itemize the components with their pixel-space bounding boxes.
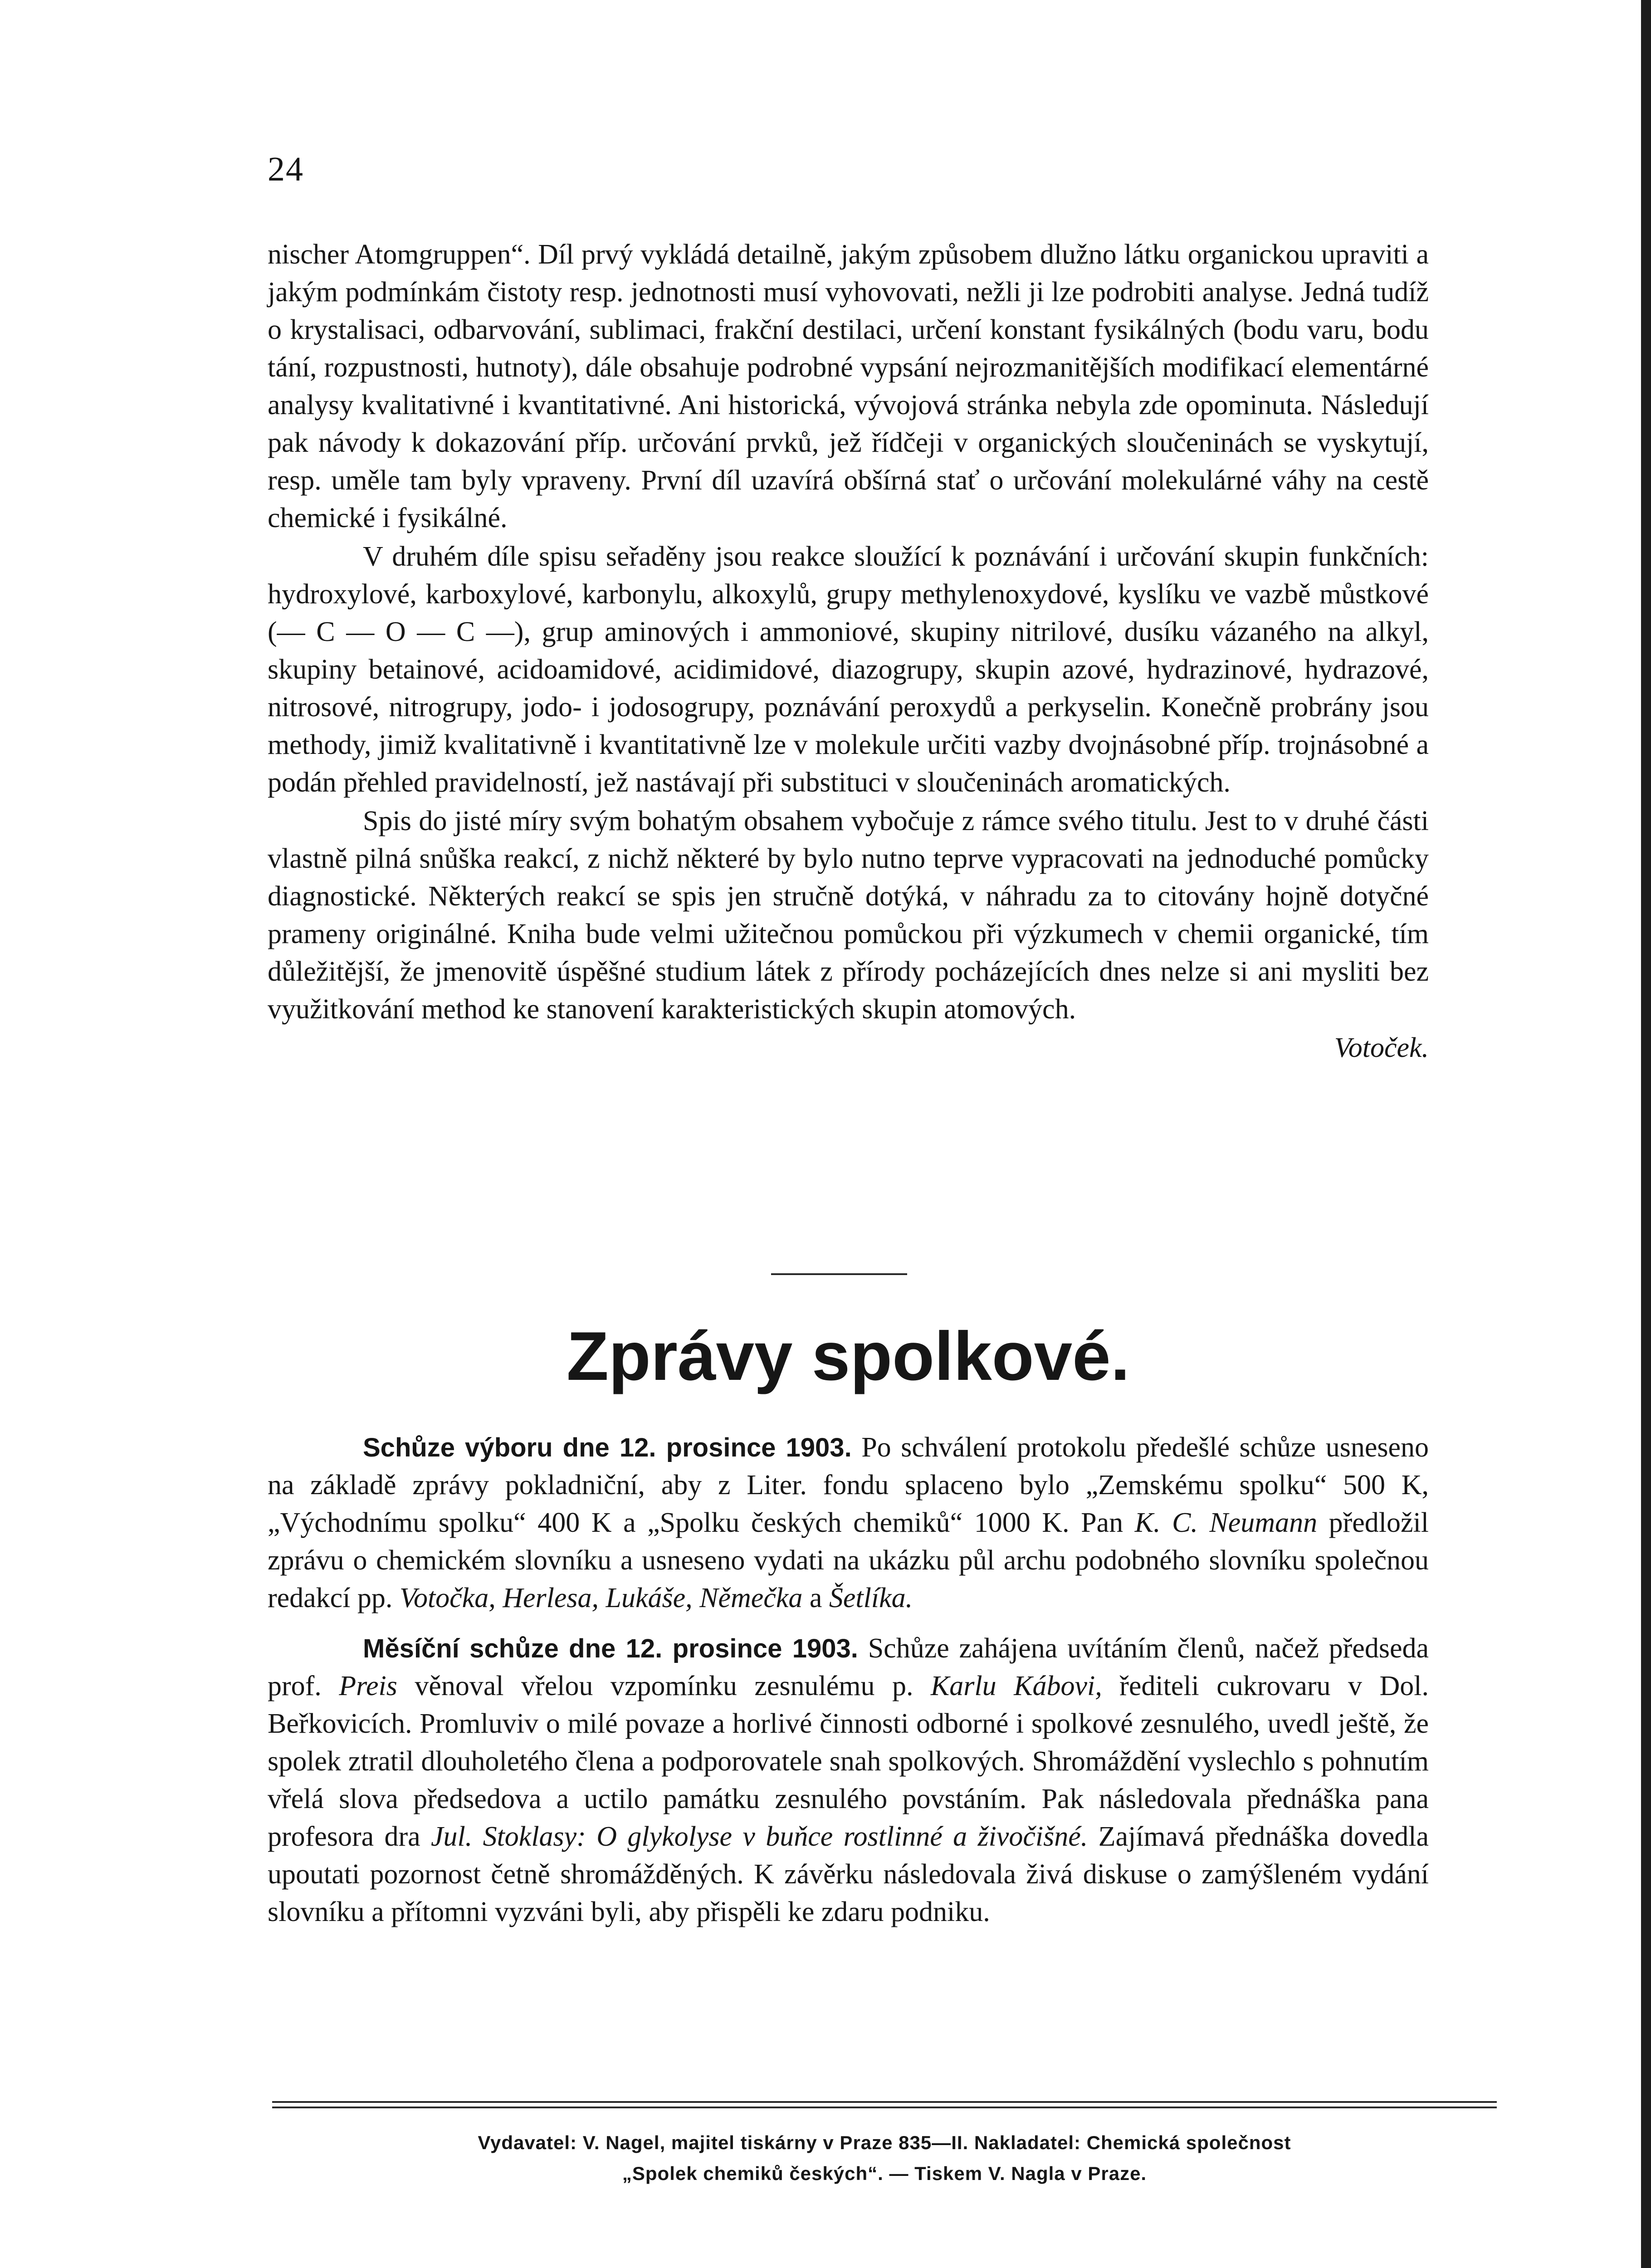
person-name: Preis xyxy=(339,1671,397,1701)
section-title: Zprávy spolkové. xyxy=(567,1318,1130,1395)
person-names: Votočka, Herlesa, Lukáše, Němečka xyxy=(399,1583,803,1613)
imprint-line: „Spolek chemiků českých“. — Tiskem V. Nagla v Praze. xyxy=(622,2163,1147,2184)
page-number: 24 xyxy=(268,150,304,188)
section-divider xyxy=(771,1273,907,1275)
person-name: K. C. Neumann xyxy=(1134,1507,1318,1538)
imprint-line: Vydavatel: V. Nagel, majitel tiskárny v Praze 835—II. Nakladatel: Chemická společnost xyxy=(478,2132,1291,2153)
person-name: Karlu Kábovi, xyxy=(930,1671,1102,1701)
monthly-meeting-heading: Měsíční schůze dne 12. prosince 1903. xyxy=(363,1634,858,1663)
book-review xyxy=(268,236,1429,1067)
review-signature: Votoček. xyxy=(1334,1032,1429,1063)
review-paragraph xyxy=(268,802,1429,1028)
report-text: předložil zprávu o chemickém slovníku a usneseno vydati na ukázku půl archu podobného slovníku společnou redakcí pp. xyxy=(268,1507,1429,1613)
person-name: Jul. Stoklasy: xyxy=(430,1821,586,1852)
committee-meeting-report xyxy=(268,1429,1429,1617)
report-text: Zajímavá přednáška dovedla upoutati pozornost četně shromážděných. K závěrku následovala živá diskuse o zamýšleném vydání slovníku a přítomni vyzváni byli, aby přispěli ke zdaru podniku. xyxy=(268,1821,1429,1927)
report-text: a xyxy=(802,1583,829,1613)
review-paragraph: V druhém díle spisu seřaděny jsou reakce sloužící k poznávání i určování skupin funkčních: hydroxylové, karboxylové, karbonylu, alkoxylů, grupy methylenoxydové, kyslíku ve vazbě můstkové (— C — O — C —), grup aminových i ammoniové, skupiny nitrilové, dusíku vázaného na alkyl, skupiny betainové, acidoamidové, acidimidové, diazogrupy, skupin azové, hydrazinové, hydrazové, nitrosové, nitrogrupy, jodo- i jodosogrupy, poznávání peroxydů a perkyselin. Konečně probrány jsou methody, jimiž kvalitativně i kvantitativně lze v molekule určiti vazby dvojnásobné příp. trojnásobné a podán přehled pravidelností, jež nastávají při substituci v sloučeninách aromatických. xyxy=(268,541,1429,798)
report-text: Schůze zahájena uvítáním členů, načež předseda prof. xyxy=(268,1633,1429,1701)
review-paragraph-text: Spis do jisté míry svým bohatým obsahem vybočuje z rámce svého titulu. Jest to v druhé části vlastně pilná snůška reakcí, z nichž některé by bylo nutno teprve vypracovati na jednoduché pomůcky diagnostické. Některých reakcí se spis jen stručně dotýká, v náhradu za to citovány hojně dotyčné prameny originálné. Kniha bude velmi užitečnou pomůckou při výzkumech v chemii organické, tím důležitější, že jmenovitě úspěšné studium látek z přírody pocházejících dnes nelze si ani mysliti bez využitkování method ke stanovení karakteristických skupin atomových. xyxy=(268,806,1429,1025)
monthly-meeting-report xyxy=(268,1630,1429,1931)
footer-divider xyxy=(272,2101,1497,2108)
report-text: Po schválení protokolu předešlé schůze usneseno na základě zprávy pokladniční, aby z Liter. fondu splaceno bylo „Zemskému spolku“ 500 K, „Východnímu spolku“ 400 K a „Spolku českých chemiků“ 1000 K. Pan xyxy=(268,1432,1429,1538)
lecture-title: O glykolyse v buňce rostlinné a živočišné. xyxy=(596,1821,1088,1852)
review-paragraph: nischer Atomgruppen“. Díl prvý vykládá detailně, jakým způsobem dlužno látku organickou upraviti a jakým podmínkám čistoty resp. jednotnosti musí vyhovovati, nežli ji lze podrobiti analyse. Jedná tudíž o krystalisaci, odbarvování, sublimaci, frakční destilaci, určení konstant fysikálných (bodu varu, bodu tání, rozpustnosti, hutnoty), dále obsahuje podrobné vypsání nejrozmanitějších modifikací elementárné analysy kvalitativné i kvantitativné. Ani historická, vývojová stránka nebyla zde opominuta. Následují pak návody k dokazování příp. určování prvků, jež řídčeji v organických sloučeninách se vyskytují, resp. uměle tam byly vpraveny. První díl uzavírá obšírná stať o určování molekulárné váhy na cestě chemické i fysikálné. xyxy=(268,239,1429,533)
publisher-imprint xyxy=(272,2127,1497,2189)
report-text: řediteli cukrovaru v Dol. Beřkovicích. Promluviv o milé povaze a horlivé činnosti odborné i spolkové zesnulého, uvedl ještě, že spolek ztratil dlouholetého člena a podporovatele snah spolkových. Shromáždění vyslechlo s pohnutím vřelá slova předsedova a uctilo památku zesnulého povstáním. Pak následovala přednáška pana profesora dra xyxy=(268,1671,1429,1852)
society-reports xyxy=(268,1429,1429,1931)
report-text: věnoval vřelou vzpomínku zesnulému p. xyxy=(397,1671,931,1701)
report-text xyxy=(586,1821,596,1852)
committee-meeting-heading: Schůze výboru dne 12. prosince 1903. xyxy=(363,1433,852,1462)
person-name: Šetlíka. xyxy=(829,1583,913,1613)
